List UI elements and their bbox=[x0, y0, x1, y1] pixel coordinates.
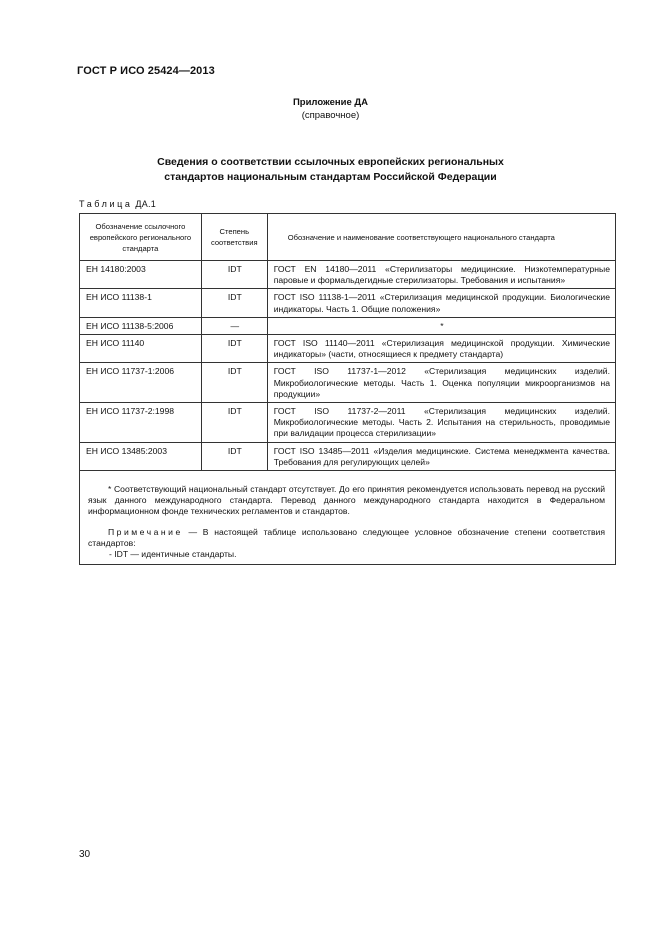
table-row bbox=[80, 261, 616, 289]
reference-standard-cell: ЕН ИСО 11737-2:1998 bbox=[80, 403, 202, 443]
table-row bbox=[80, 335, 616, 363]
table-notes bbox=[80, 471, 616, 565]
reference-standard-cell: ЕН ИСО 11138-1 bbox=[80, 289, 202, 317]
degree-cell: IDT bbox=[201, 261, 267, 289]
national-standard-cell: ГОСТ ISO 11737-1—2012 «Стерилизация медицинских изделий. Микробиологические методы. Часть 1. Оценка популяции микроорганизмов на продукции» bbox=[267, 363, 615, 403]
table-caption-prefix: Таблица bbox=[79, 199, 133, 209]
section-title-line-2: стандартов национальным стандартам Российской Федерации bbox=[164, 171, 497, 183]
reference-standard-cell: ЕН ИСО 11138-5:2006 bbox=[80, 317, 202, 334]
reference-standard-cell: ЕН 14180:2003 bbox=[80, 261, 202, 289]
table-note bbox=[88, 527, 605, 549]
national-standard-cell: ГОСТ ISO 13485—2011 «Изделия медицинские. Система менеджмента качества. Требования для регулирующих целей» bbox=[267, 442, 615, 470]
table-caption-number: ДА.1 bbox=[135, 199, 157, 209]
table-row bbox=[80, 289, 616, 317]
table-caption bbox=[79, 199, 156, 209]
table-row bbox=[80, 317, 616, 334]
table-footnote: * Соответствующий национальный стандарт отсутствует. До его принятия рекомендуется использовать перевод на русский язык данного международного стандарта. Перевод данного международного стандарта находится в Федеральном информационном фонде технических регламентов и стандартов. bbox=[88, 484, 605, 517]
standards-correspondence-table bbox=[79, 213, 616, 565]
note-list-item: - IDT — идентичные стандарты. bbox=[109, 549, 237, 560]
national-standard-cell: ГОСТ ISO 11140—2011 «Стерилизация медицинской продукции. Химические индикаторы» (части, относящиеся к предмету стандарта) bbox=[267, 335, 615, 363]
reference-standard-cell: ЕН ИСО 13485:2003 bbox=[80, 442, 202, 470]
column-header-reference: Обозначение ссылочного европейского регионального стандарта bbox=[80, 214, 202, 261]
degree-cell: IDT bbox=[201, 442, 267, 470]
appendix-title: Приложение ДА bbox=[292, 97, 369, 108]
reference-standard-cell: ЕН ИСО 11140 bbox=[80, 335, 202, 363]
section-title-line-1: Сведения о соответствии ссылочных европейских региональных bbox=[157, 156, 504, 168]
note-text: — В настоящей таблице использовано следующее условное обозначение степени соответствия стандартов: bbox=[88, 526, 605, 548]
degree-cell: IDT bbox=[201, 363, 267, 403]
page-number: 30 bbox=[79, 849, 91, 860]
table-notes-row bbox=[80, 471, 616, 565]
degree-cell: — bbox=[201, 317, 267, 334]
appendix-heading bbox=[0, 96, 661, 122]
table-header-row bbox=[80, 214, 616, 261]
section-title bbox=[0, 155, 661, 185]
reference-standard-cell: ЕН ИСО 11737-1:2006 bbox=[80, 363, 202, 403]
national-standard-cell: ГОСТ EN 14180—2011 «Стерилизаторы медицинские. Низкотемпературные паровые и формальдегидные стерилизаторы. Требования и испытания» bbox=[267, 261, 615, 289]
degree-cell: IDT bbox=[201, 289, 267, 317]
column-header-national: Обозначение и наименование соответствующего национального стандарта bbox=[267, 214, 615, 261]
note-label: Примечание bbox=[108, 526, 183, 537]
table-row bbox=[80, 442, 616, 470]
national-standard-cell: ГОСТ ISO 11737-2—2011 «Стерилизация медицинских изделий. Микробиологические методы. Часть 2. Испытания на стерильность, проводимые при валидации процесса стерилизации» bbox=[267, 403, 615, 443]
column-header-degree: Степень соответствия bbox=[201, 214, 267, 261]
degree-cell: IDT bbox=[201, 403, 267, 443]
degree-cell: IDT bbox=[201, 335, 267, 363]
national-standard-cell: * bbox=[267, 317, 615, 334]
table-row bbox=[80, 403, 616, 443]
document-code: ГОСТ Р ИСО 25424—2013 bbox=[77, 65, 215, 77]
national-standard-cell: ГОСТ ISO 11138-1—2011 «Стерилизация медицинской продукции. Биологические индикаторы. Часть 1. Общие положения» bbox=[267, 289, 615, 317]
table-row bbox=[80, 363, 616, 403]
appendix-subtitle: (справочное) bbox=[301, 110, 360, 121]
